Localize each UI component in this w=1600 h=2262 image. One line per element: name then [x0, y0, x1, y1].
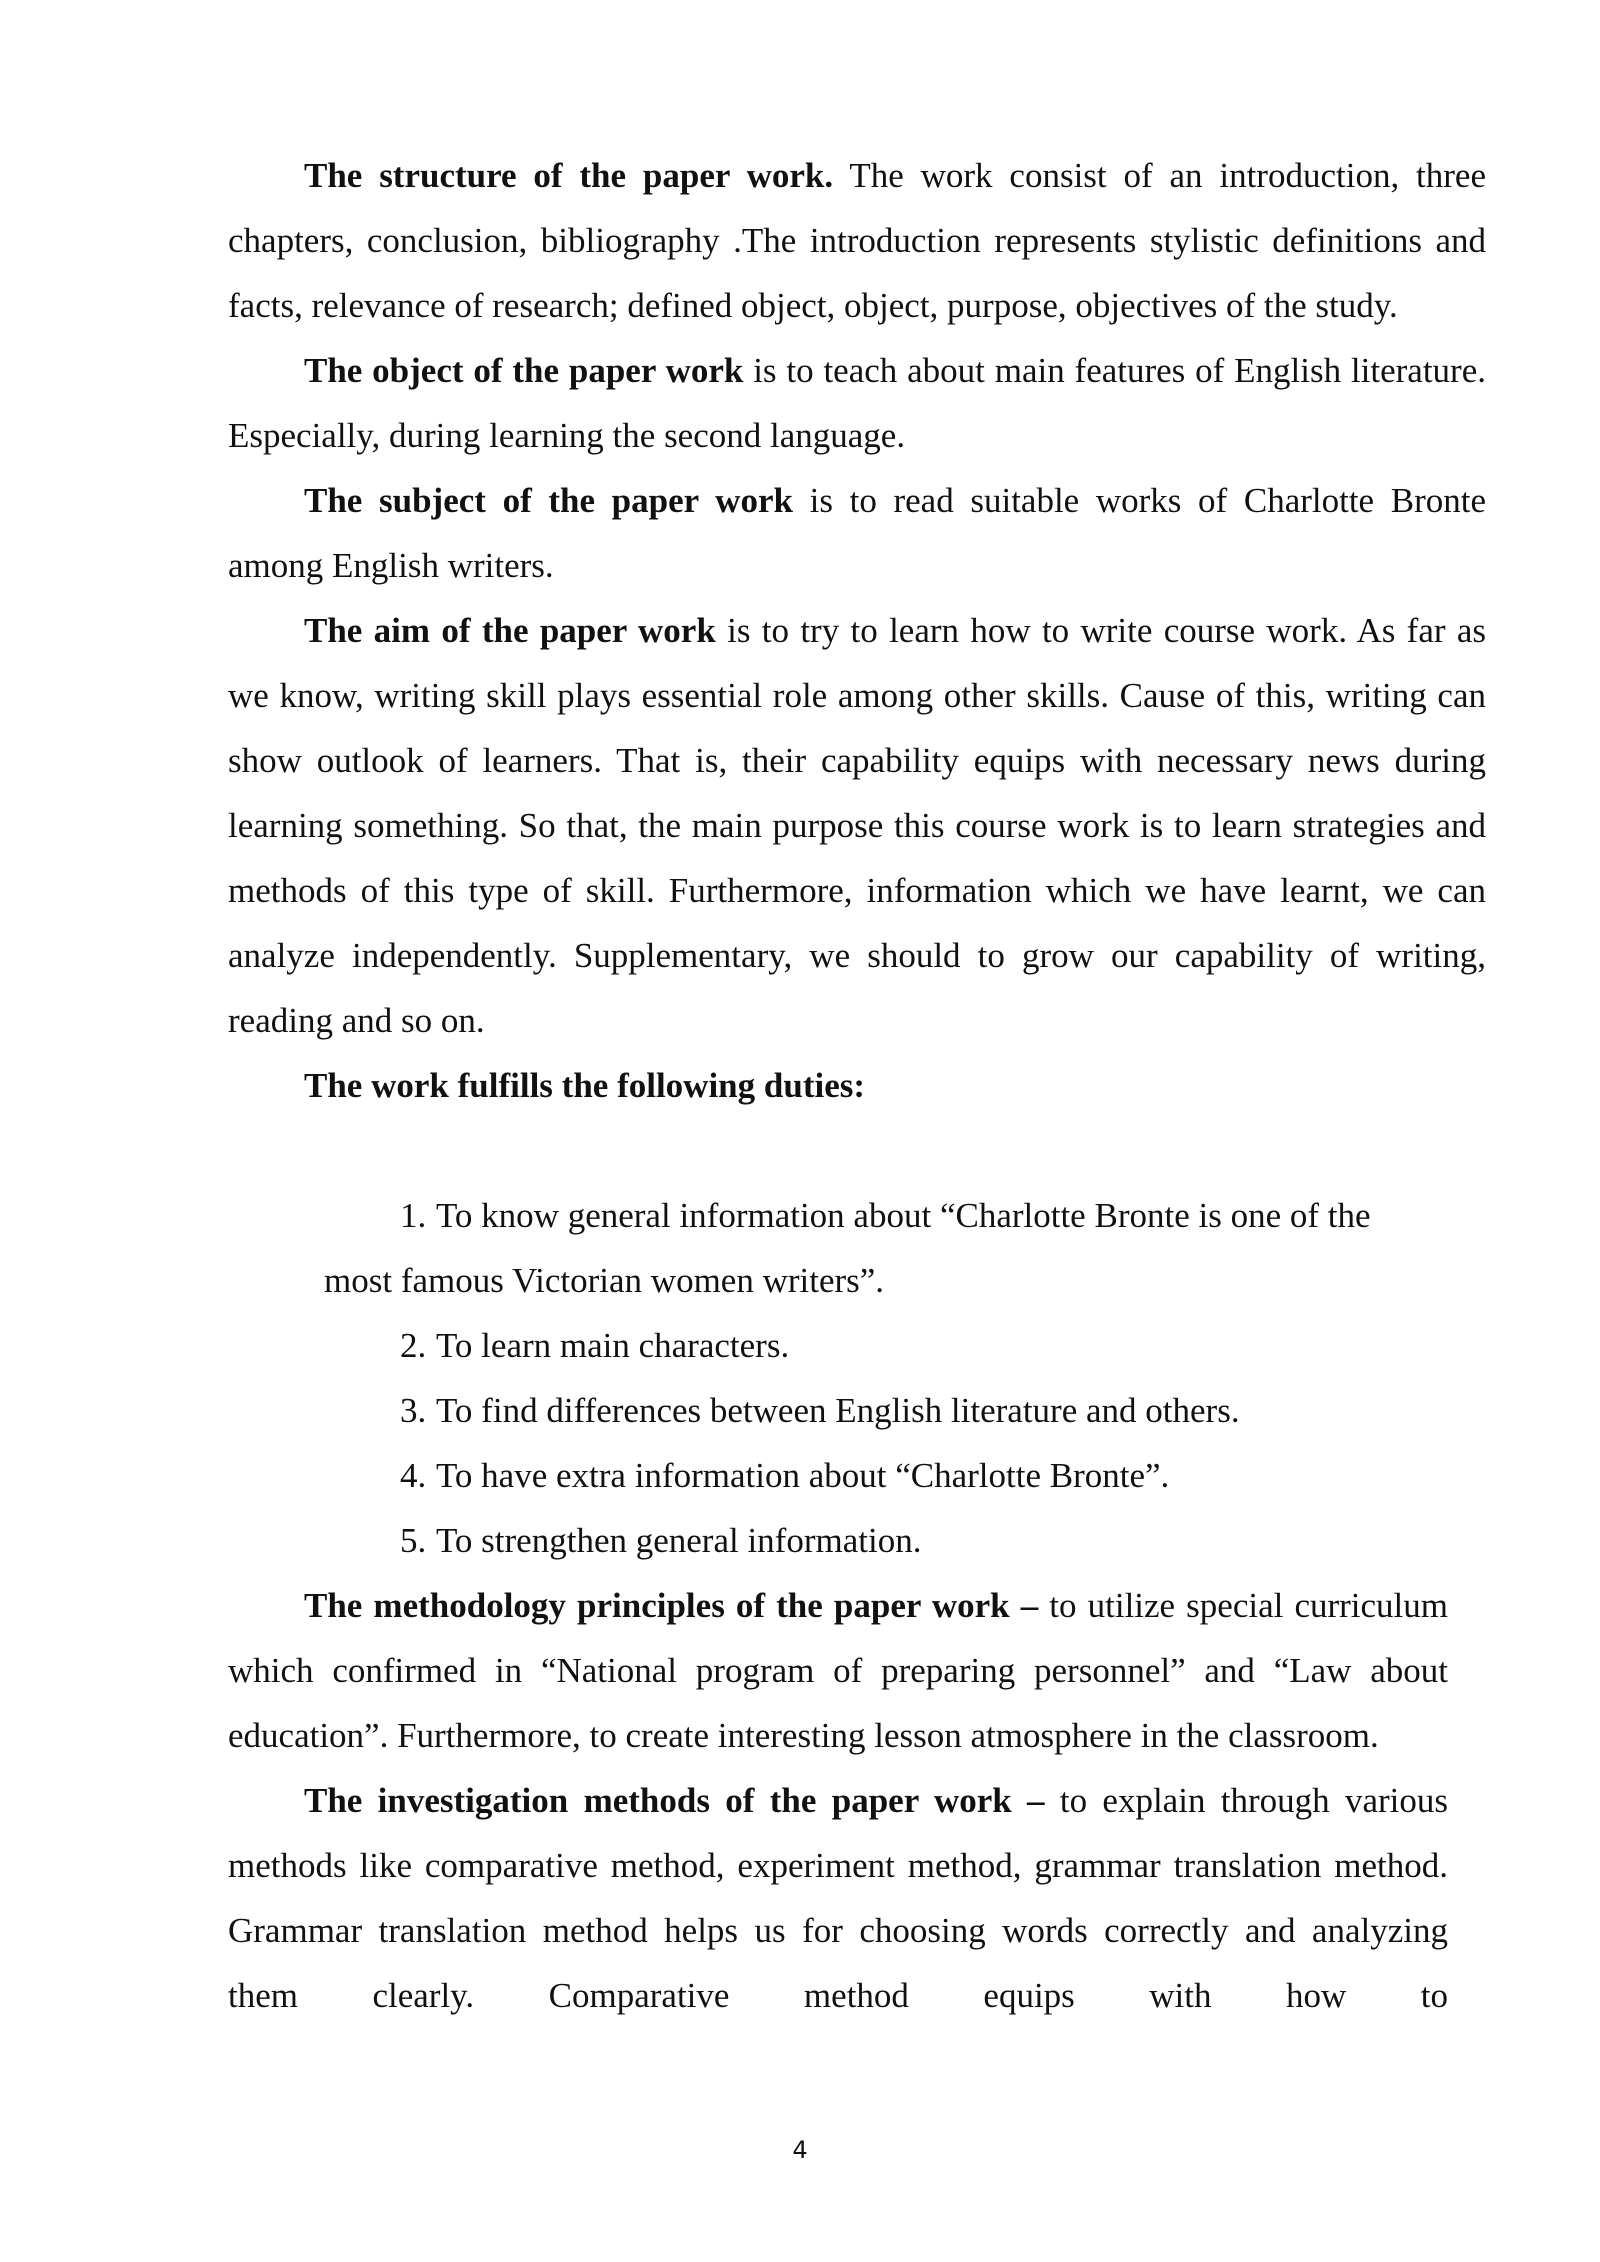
list-item	[228, 1313, 1444, 1378]
list-item	[228, 1443, 1444, 1508]
paragraph-body: is to teach about main features of English literature. Especially, during learning the second language.	[228, 351, 1486, 455]
paragraph-aim	[228, 598, 1486, 1053]
list-item	[228, 1183, 1444, 1313]
list-item-number: 2.	[400, 1326, 427, 1365]
list-item	[228, 1378, 1444, 1443]
paragraph-body: to explain through various methods like comparative method, experiment method, grammar translation method. Grammar translation method helps us for choosing words correctly and analyzing them clearly. Comparative method equips with how to	[228, 1781, 1449, 2015]
duties-heading	[228, 1053, 1486, 1118]
list-item-number: 1.	[400, 1196, 427, 1235]
paragraph-body: is to try to learn how to write course work. As far as we know, writing skill plays essential role among other skills. Cause of this, writing can show outlook of learners. That is, their capability equips with necessary news during learning something. So that, the main purpose this course work is to learn strategies and methods of this type of skill. Furthermore, information which we have learnt, we can analyze independently. Supplementary, we should to grow our capability of writing, reading and so on.	[228, 611, 1486, 1040]
list-item-number: 4.	[400, 1456, 427, 1495]
list-item-text: To learn main characters.	[436, 1326, 790, 1365]
list-item-number: 5.	[400, 1521, 427, 1560]
paragraph-lead: The investigation methods of the paper work –	[304, 1781, 1045, 1820]
list-item-number: 3.	[400, 1391, 427, 1430]
list-item-text: To know general information about “Charlotte Bronte is one of the most famous Victorian women writers”.	[324, 1196, 1371, 1300]
duties-list	[228, 1183, 1444, 1573]
duties-heading-text: The work fulfills the following duties:	[304, 1066, 866, 1105]
body-bottom	[228, 1573, 1448, 2028]
list-item	[228, 1508, 1444, 1573]
paragraph-subject	[228, 468, 1486, 598]
paragraph-lead: The aim of the paper work	[304, 611, 716, 650]
list-item-text: To find differences between English literature and others.	[436, 1391, 1240, 1430]
paragraph-body: The work consist of an introduction, three chapters, conclusion, bibliography .The introduction represents stylistic definitions and facts, relevance of research; defined object, object, purpose, objectives of the study.	[228, 156, 1486, 325]
list-item-text: To have extra information about “Charlotte Bronte”.	[436, 1456, 1170, 1495]
paragraph-object	[228, 338, 1486, 468]
paragraph-lead: The object of the paper work	[304, 351, 744, 390]
paragraph-lead: The structure of the paper work.	[304, 156, 834, 195]
paragraph-investigation	[228, 1768, 1448, 2028]
paragraph-structure	[228, 143, 1486, 338]
page-number: 4	[792, 2136, 808, 2164]
body-top	[228, 143, 1486, 1118]
paragraph-methodology	[228, 1573, 1448, 1768]
paragraph-body: to utilize special curriculum which confirmed in “National program of preparing personnel” and “Law about education”. Furthermore, to create interesting lesson atmosphere in the classroom.	[228, 1586, 1448, 1755]
list-item-text: To strengthen general information.	[436, 1521, 922, 1560]
paragraph-lead: The methodology principles of the paper work –	[304, 1586, 1039, 1625]
paragraph-lead: The subject of the paper work	[304, 481, 793, 520]
paragraph-body: is to read suitable works of Charlotte Bronte among English writers.	[228, 481, 1486, 585]
